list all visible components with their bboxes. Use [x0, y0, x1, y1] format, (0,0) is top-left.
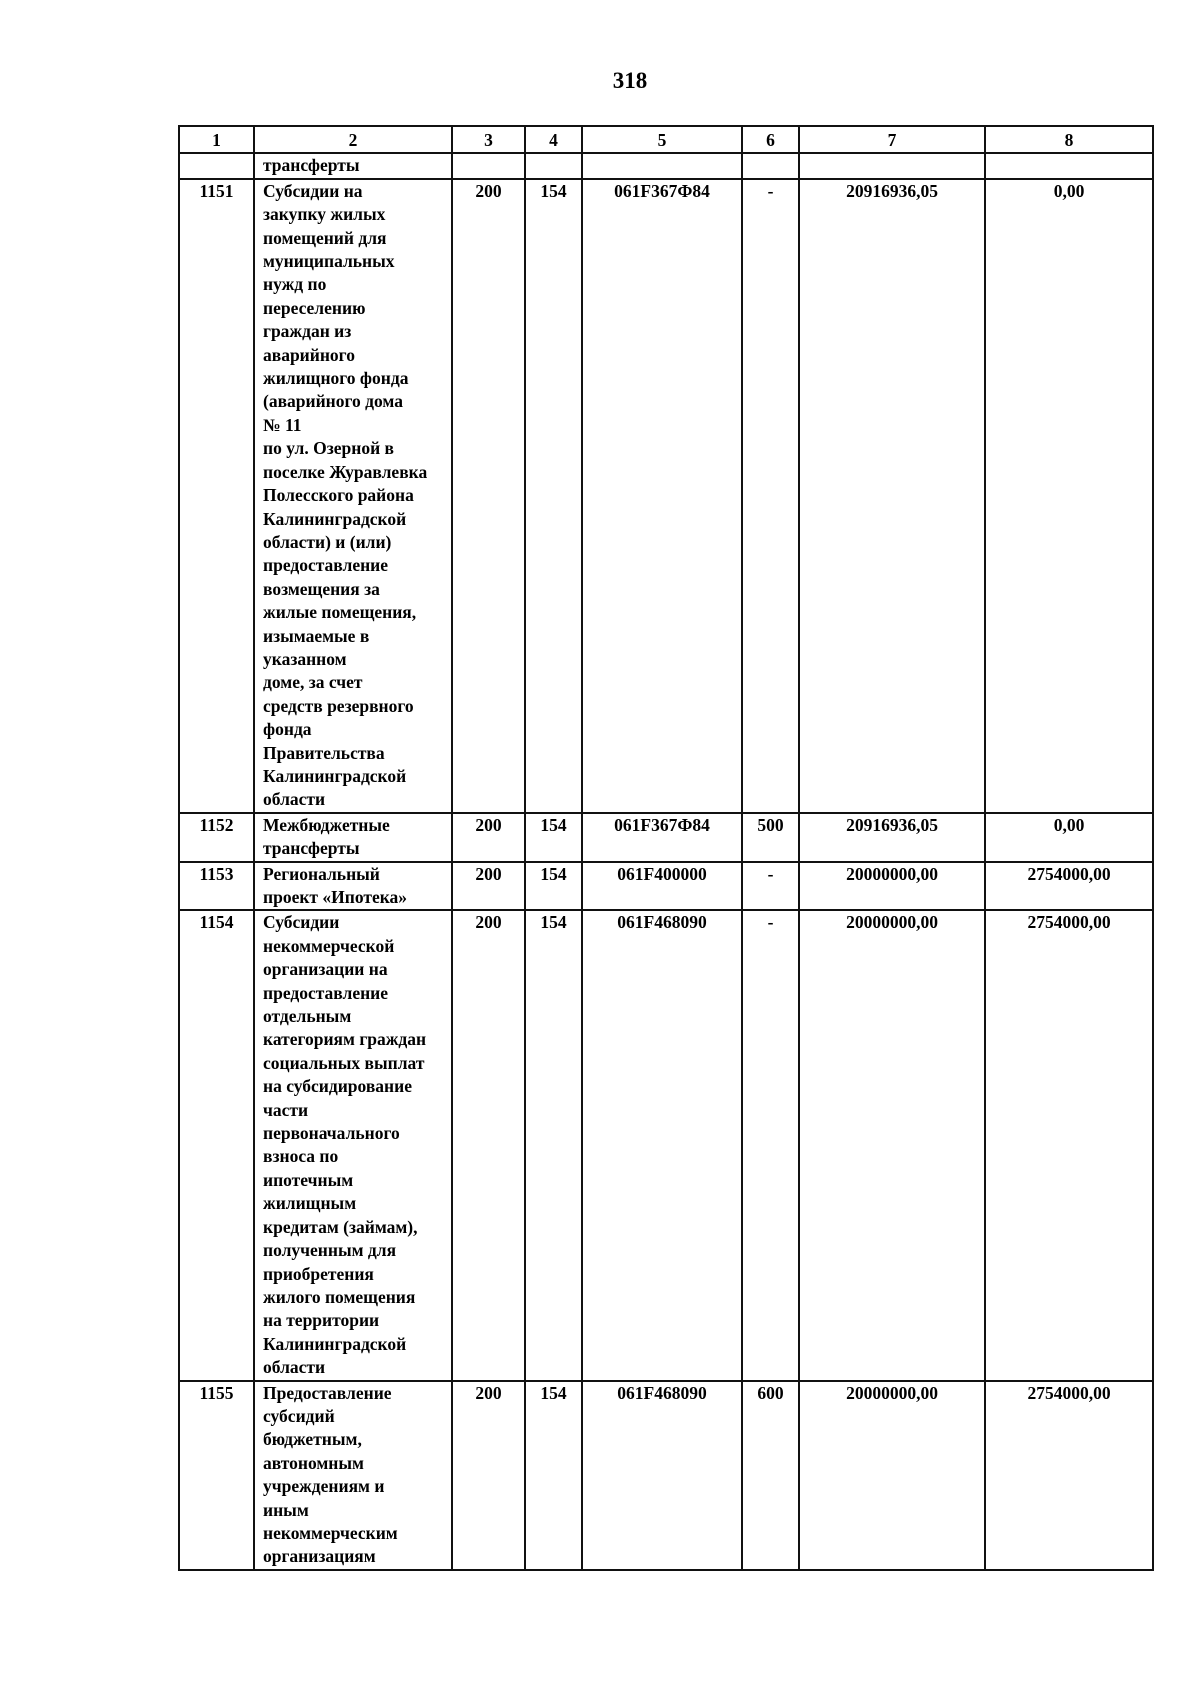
- column-header-3: 3: [452, 126, 525, 153]
- cell-expense-type: -: [742, 862, 799, 911]
- cell-code-4: 154: [525, 910, 582, 1380]
- cell-code-4: [525, 153, 582, 178]
- item-name-line: указанном: [263, 648, 347, 669]
- cell-row-number: 1155: [179, 1381, 254, 1570]
- item-name-line: переселению: [263, 297, 366, 318]
- item-name-line: Субсидии: [263, 912, 340, 933]
- item-name-line: на субсидирование: [263, 1076, 412, 1097]
- cell-amount-8: 0,00: [985, 813, 1153, 862]
- item-name-line: иным: [263, 1499, 309, 1520]
- item-name-line: жилые помещения,: [263, 602, 417, 623]
- item-name-line: средств резервного: [263, 695, 414, 716]
- item-name-line: Калининградской: [263, 765, 407, 786]
- table-row: [179, 862, 1153, 911]
- item-name-line: ипотечным: [263, 1169, 354, 1190]
- table-body: [179, 126, 1153, 1570]
- column-header-5: 5: [582, 126, 742, 153]
- cell-amount-7: 20000000,00: [799, 862, 985, 911]
- item-name-line: закупку жилых: [263, 204, 386, 225]
- item-name-line: Предоставление: [263, 1382, 392, 1403]
- item-name-line: полученным для: [263, 1240, 397, 1261]
- cell-amount-8: 2754000,00: [985, 862, 1153, 911]
- item-name-line: по ул. Озерной в: [263, 438, 394, 459]
- item-name-line: доме, за счет: [263, 672, 363, 693]
- item-name-line: фонда: [263, 719, 312, 740]
- item-name-line: Межбюджетные: [263, 814, 390, 835]
- item-name-line: Полесского района: [263, 485, 414, 506]
- item-name-line: области) и (или): [263, 531, 392, 552]
- cell-expense-type: -: [742, 910, 799, 1380]
- item-name-line: бюджетным,: [263, 1429, 362, 1450]
- column-header-8: 8: [985, 126, 1153, 153]
- item-name-line: кредитам (займам),: [263, 1216, 418, 1237]
- cell-code-3: [452, 153, 525, 178]
- item-name-line: области: [263, 1357, 326, 1378]
- item-name-line: категориям граждан: [263, 1029, 427, 1050]
- item-name-line: социальных выплат: [263, 1052, 425, 1073]
- item-name-line: некоммерческой: [263, 935, 395, 956]
- cell-target-code: 061F400000: [582, 862, 742, 911]
- item-name-line: жилищным: [263, 1193, 357, 1214]
- cell-code-4: 154: [525, 813, 582, 862]
- item-name-line: Субсидии на: [263, 180, 363, 201]
- cell-target-code: 061F367Ф84: [582, 813, 742, 862]
- cell-amount-7: 20000000,00: [799, 1381, 985, 1570]
- table-row: [179, 910, 1153, 1380]
- cell-amount-8: 2754000,00: [985, 1381, 1153, 1570]
- cell-code-4: 154: [525, 1381, 582, 1570]
- column-header-2: 2: [254, 126, 452, 153]
- cell-item-name: [254, 910, 452, 1380]
- cell-target-code: 061F468090: [582, 910, 742, 1380]
- item-name-line: субсидий: [263, 1405, 335, 1426]
- column-header-6: 6: [742, 126, 799, 153]
- item-name-line: жилого помещения: [263, 1286, 416, 1307]
- column-header-7: 7: [799, 126, 985, 153]
- item-name-line: трансферты: [263, 838, 360, 859]
- cell-amount-7: 20916936,05: [799, 813, 985, 862]
- cell-item-name: [254, 153, 452, 178]
- item-name-line: учреждениям и: [263, 1476, 385, 1497]
- item-name-line: приобретения: [263, 1263, 374, 1284]
- table-row: [179, 813, 1153, 862]
- item-name-line: нужд по: [263, 274, 327, 295]
- item-name-line: организации на: [263, 959, 388, 980]
- item-name-line: организациям: [263, 1546, 376, 1567]
- cell-item-name: [254, 813, 452, 862]
- item-name-line: трансферты: [263, 155, 360, 176]
- item-name-line: Калининградской: [263, 1333, 407, 1354]
- item-name-line: некоммерческим: [263, 1522, 398, 1543]
- item-name-line: взноса по: [263, 1146, 339, 1167]
- cell-amount-7: 20916936,05: [799, 179, 985, 813]
- cell-code-3: 200: [452, 813, 525, 862]
- table-row: [179, 179, 1153, 813]
- item-name-line: Региональный: [263, 863, 380, 884]
- budget-table: [178, 125, 1154, 1571]
- item-name-line: жилищного фонда: [263, 368, 409, 389]
- cell-row-number: [179, 153, 254, 178]
- cell-target-code: 061F468090: [582, 1381, 742, 1570]
- cell-target-code: [582, 153, 742, 178]
- cell-row-number: 1152: [179, 813, 254, 862]
- table-row: [179, 1381, 1153, 1570]
- cell-row-number: 1154: [179, 910, 254, 1380]
- cell-amount-7: [799, 153, 985, 178]
- cell-amount-8: 0,00: [985, 179, 1153, 813]
- cell-expense-type: 600: [742, 1381, 799, 1570]
- column-header-1: 1: [179, 126, 254, 153]
- cell-item-name: [254, 179, 452, 813]
- item-name-line: № 11: [263, 414, 302, 435]
- item-name-line: муниципальных: [263, 251, 395, 272]
- item-name-line: (аварийного дома: [263, 391, 403, 412]
- item-name-line: проект «Ипотека»: [263, 887, 408, 907]
- item-name-line: предоставление: [263, 982, 389, 1003]
- table-header-row: [179, 126, 1153, 153]
- cell-amount-7: 20000000,00: [799, 910, 985, 1380]
- item-name-line: области: [263, 789, 326, 810]
- cell-target-code: 061F367Ф84: [582, 179, 742, 813]
- cell-amount-8: [985, 153, 1153, 178]
- item-name-line: на территории: [263, 1310, 380, 1331]
- cell-expense-type: 500: [742, 813, 799, 862]
- cell-item-name: [254, 862, 452, 911]
- cell-amount-8: 2754000,00: [985, 910, 1153, 1380]
- item-name-line: отдельным: [263, 1006, 352, 1027]
- cell-code-3: 200: [452, 862, 525, 911]
- item-name-line: Правительства: [263, 742, 385, 763]
- cell-row-number: 1153: [179, 862, 254, 911]
- item-name-line: части: [263, 1099, 309, 1120]
- cell-row-number: 1151: [179, 179, 254, 813]
- item-name-line: автономным: [263, 1452, 364, 1473]
- table-row: [179, 153, 1153, 178]
- item-name-line: поселке Журавлевка: [263, 461, 428, 482]
- item-name-line: аварийного: [263, 344, 355, 365]
- cell-code-3: 200: [452, 1381, 525, 1570]
- cell-code-4: 154: [525, 862, 582, 911]
- item-name-line: предоставление: [263, 555, 389, 576]
- item-name-line: изымаемые в: [263, 625, 370, 646]
- cell-expense-type: -: [742, 179, 799, 813]
- column-header-4: 4: [525, 126, 582, 153]
- cell-code-3: 200: [452, 910, 525, 1380]
- item-name-line: Калининградской: [263, 508, 407, 529]
- item-name-line: помещений для: [263, 227, 387, 248]
- cell-item-name: [254, 1381, 452, 1570]
- cell-expense-type: [742, 153, 799, 178]
- item-name-line: первоначального: [263, 1123, 400, 1144]
- item-name-line: граждан из: [263, 321, 352, 342]
- item-name-line: возмещения за: [263, 578, 380, 599]
- cell-code-3: 200: [452, 179, 525, 813]
- cell-code-4: 154: [525, 179, 582, 813]
- page-number: 318: [612, 68, 648, 93]
